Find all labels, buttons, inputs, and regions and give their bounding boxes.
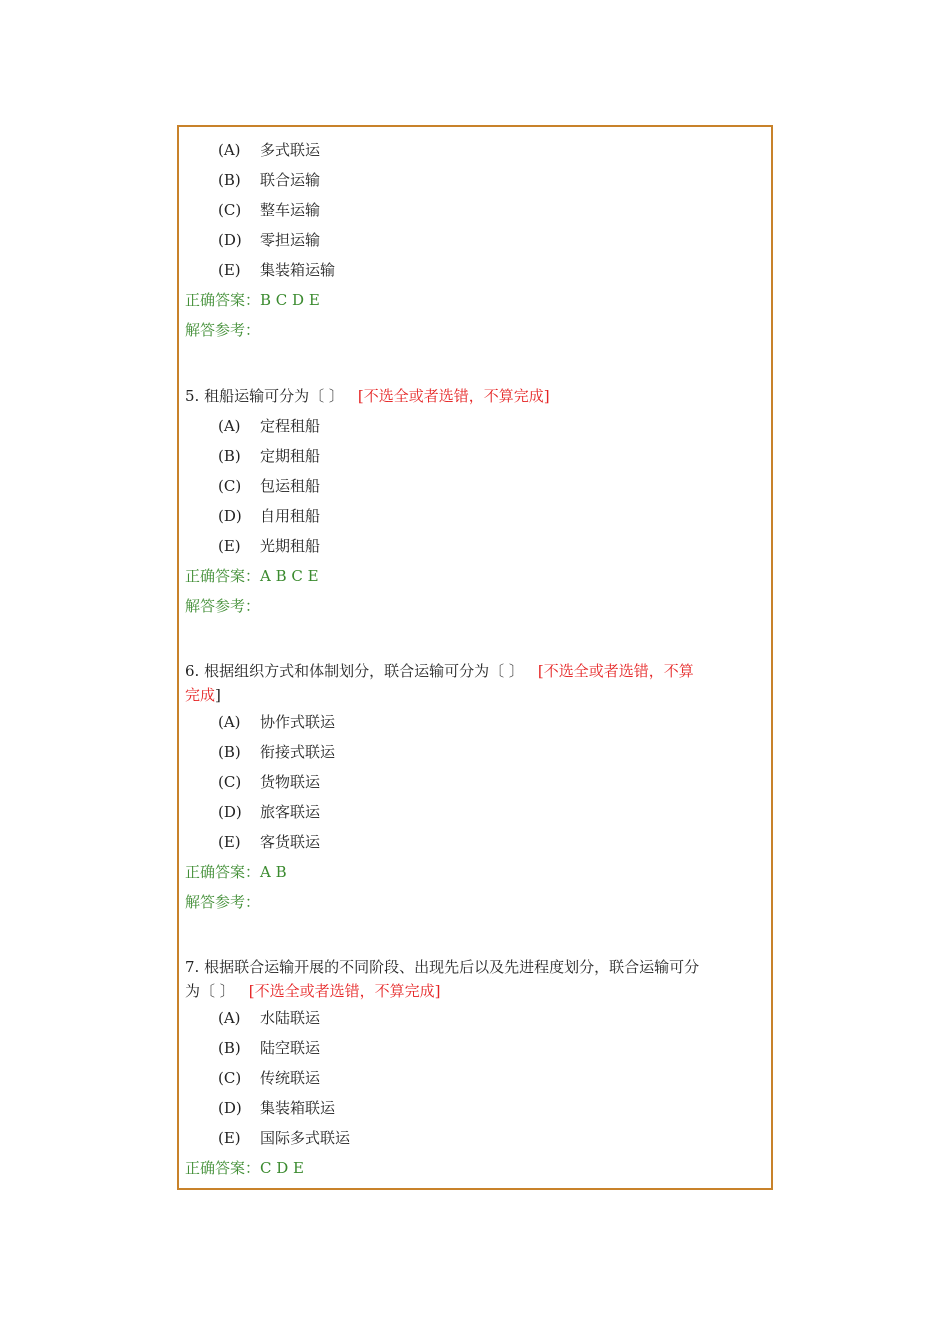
option-b: (B) 衔接式联运 <box>218 743 336 761</box>
option-c: (C) 包运租船 <box>218 477 321 495</box>
option-a: (A) 水陆联运 <box>218 1009 321 1027</box>
option-e: (E) 集装箱运输 <box>218 261 336 279</box>
option-c: (C) 传统联运 <box>218 1069 321 1087</box>
correct-answer: 正确答案：B C D E <box>185 291 320 309</box>
option-a: (A) 多式联运 <box>218 141 321 159</box>
correct-answer: 正确答案：C D E <box>185 1159 305 1177</box>
option-c: (C) 整车运输 <box>218 201 321 219</box>
answer-reference: 解答参考： <box>185 893 261 911</box>
option-e: (E) 光期租船 <box>218 537 321 555</box>
correct-answer: 正确答案：A B <box>185 863 287 881</box>
option-b: (B) 定期租船 <box>218 447 321 465</box>
option-d: (D) 集装箱联运 <box>218 1099 336 1117</box>
option-b: (B) 联合运输 <box>218 171 321 189</box>
answer-reference: 解答参考： <box>185 597 261 615</box>
question-5-stem: 5. 租船运输可分为〔 〕 [不选全或者选错，不算完成] <box>185 387 550 405</box>
question-7-stem: 7. 根据联合运输开展的不同阶段、出现先后以及先进程度划分，联合运输可分 <box>185 958 700 976</box>
question-panel <box>177 125 773 1190</box>
answer-reference: 解答参考： <box>185 321 261 339</box>
option-d: (D) 自用租船 <box>218 507 321 525</box>
option-b: (B) 陆空联运 <box>218 1039 321 1057</box>
option-a: (A) 协作式联运 <box>218 713 336 731</box>
option-d: (D) 旅客联运 <box>218 803 321 821</box>
option-c: (C) 货物联运 <box>218 773 321 791</box>
question-7-stem-cont: 为〔 〕 [不选全或者选错，不算完成] <box>185 982 441 1000</box>
correct-answer: 正确答案：A B C E <box>185 567 319 585</box>
option-d: (D) 零担运输 <box>218 231 321 249</box>
option-e: (E) 客货联运 <box>218 833 321 851</box>
option-a: (A) 定程租船 <box>218 417 321 435</box>
question-6-stem-cont: 完成] <box>185 686 221 704</box>
question-6-stem: 6. 根据组织方式和体制划分，联合运输可分为〔 〕 [不选全或者选错，不算 <box>185 662 694 680</box>
option-e: (E) 国际多式联运 <box>218 1129 351 1147</box>
